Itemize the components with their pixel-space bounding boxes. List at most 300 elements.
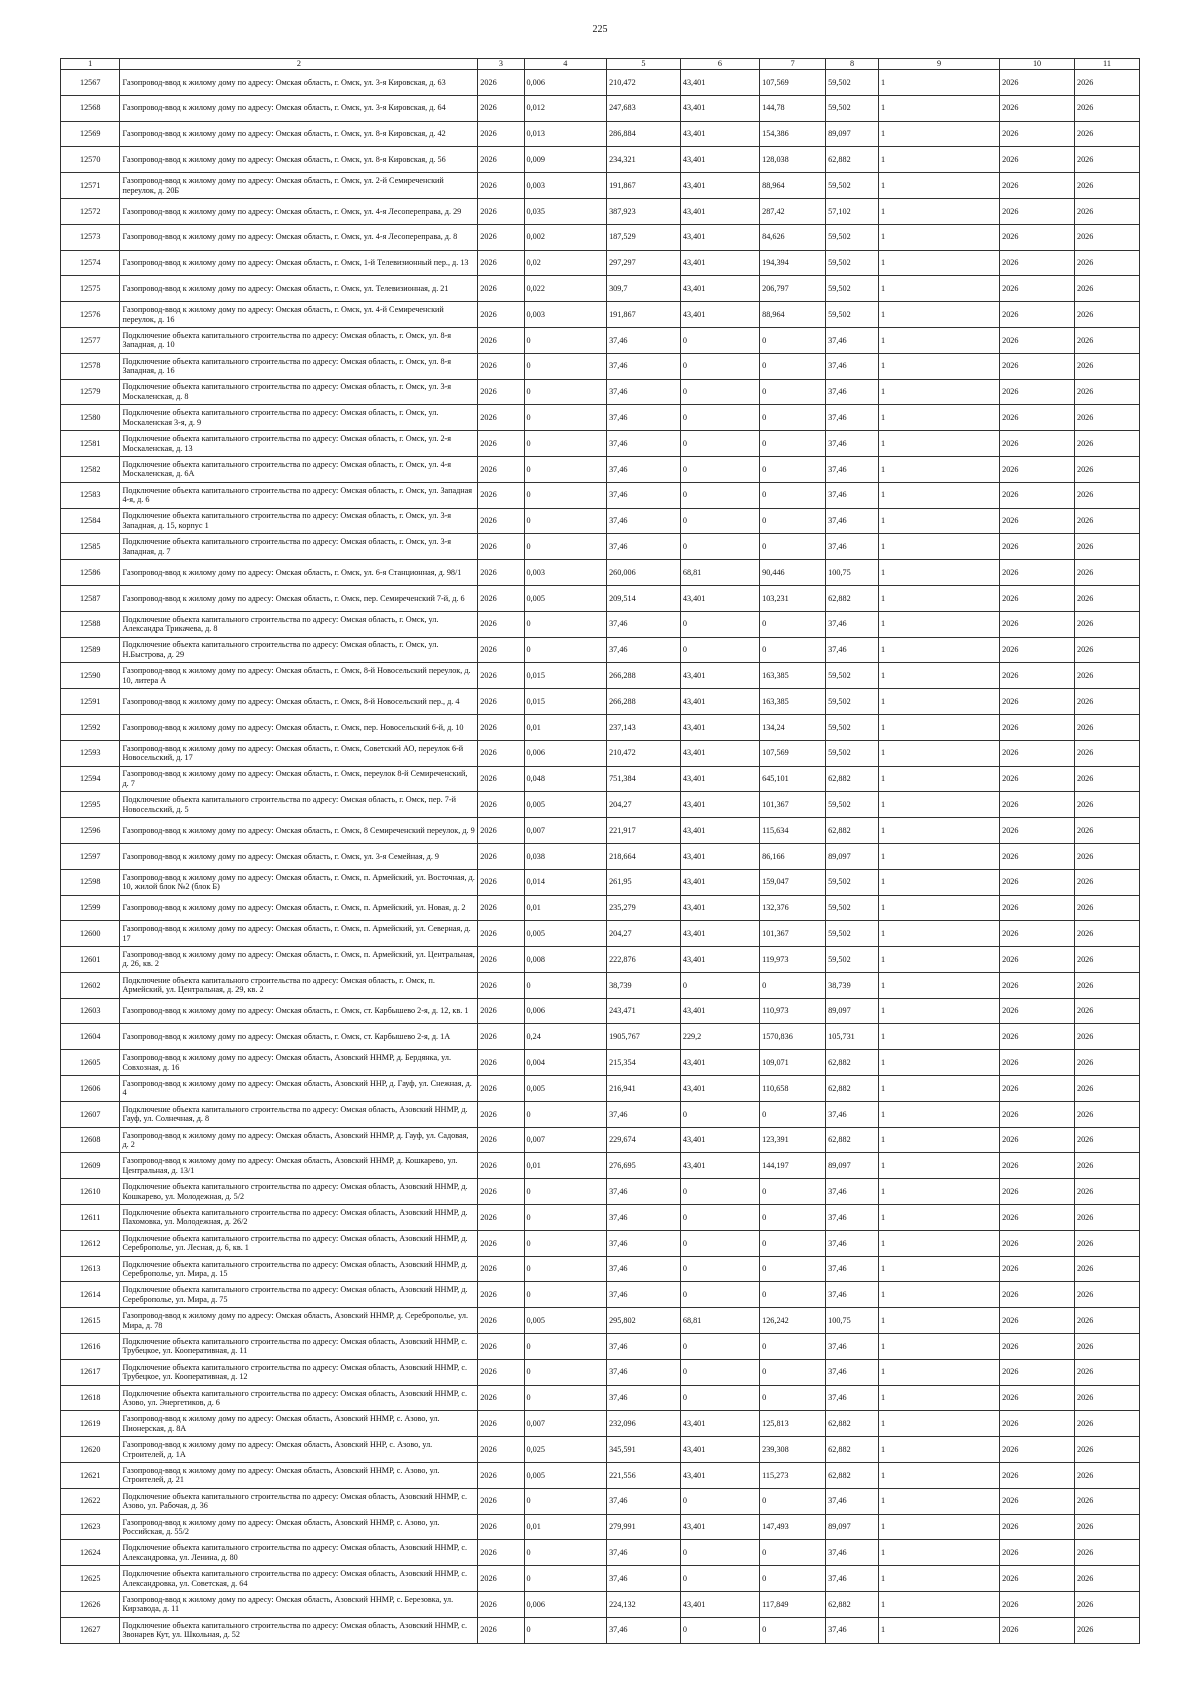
table-cell-col-1: 12570 [61,147,120,173]
table-cell-col-11: 2026 [1074,1127,1139,1153]
table-cell-col-7: 110,973 [760,998,826,1024]
table-cell-col-11: 2026 [1074,508,1139,534]
table-cell-col-1: 12571 [61,173,120,199]
table-cell-col-8: 59,502 [826,95,879,121]
data-table [60,58,1140,1644]
table-cell-col-4: 0 [524,1617,607,1643]
table-cell-col-10: 2026 [1000,663,1075,689]
table-cell-col-8: 37,46 [826,1385,879,1411]
table-cell-col-6: 0 [680,1205,759,1231]
table-cell-col-3: 2026 [478,327,524,353]
table-cell-col-11: 2026 [1074,998,1139,1024]
table-cell-col-3: 2026 [478,921,524,947]
table-cell-col-11: 2026 [1074,224,1139,250]
table-cell-col-10: 2026 [1000,534,1075,560]
table-cell-col-8: 62,882 [826,1463,879,1489]
table-cell-col-4: 0,003 [524,173,607,199]
table-cell-col-10: 2026 [1000,1282,1075,1308]
table-cell-col-10: 2026 [1000,1334,1075,1360]
table-cell-col-5: 234,321 [607,147,681,173]
table-cell-col-2: Подключение объекта капитального строительства по адресу: Омская область, Азовский ННМР, с. Александровка, ул. Ленина, д. 80 [120,1540,478,1566]
table-cell-col-7: 0 [760,972,826,998]
table-cell-col-3: 2026 [478,766,524,792]
table-cell-col-10: 2026 [1000,173,1075,199]
table-cell-col-3: 2026 [478,1385,524,1411]
table-cell-col-1: 12577 [61,327,120,353]
table-cell-col-4: 0,005 [524,585,607,611]
table-cell-col-8: 62,882 [826,766,879,792]
table-row [61,173,1140,199]
table-cell-col-9: 1 [879,689,1000,715]
table-cell-col-4: 0,005 [524,792,607,818]
page-number: 225 [592,24,608,35]
table-cell-col-2: Газопровод-ввод к жилому дому по адресу: Омская область, Азовский ННР, с. Азово, ул. Строителей, д. 1А [120,1437,478,1463]
table-cell-col-5: 210,472 [607,740,681,766]
column-header-8: 8 [826,59,879,70]
table-cell-col-8: 59,502 [826,740,879,766]
table-cell-col-3: 2026 [478,792,524,818]
table-cell-col-6: 43,401 [680,276,759,302]
table-row [61,947,1140,973]
table-cell-col-2: Газопровод-ввод к жилому дому по адресу: Омская область, Азовский ННМР, с. Азово, ул. Пионерская, д. 8А [120,1411,478,1437]
table-row [61,1437,1140,1463]
table-cell-col-2: Газопровод-ввод к жилому дому по адресу: Омская область, г. Омск, ул. 3-я Кировская, д. 64 [120,95,478,121]
table-cell-col-11: 2026 [1074,869,1139,895]
table-cell-col-6: 0 [680,1359,759,1385]
table-row [61,379,1140,405]
table-cell-col-8: 59,502 [826,869,879,895]
table-cell-col-7: 0 [760,508,826,534]
table-cell-col-2: Подключение объекта капитального строительства по адресу: Омская область, Азовский ННМР, с. Азово, ул. Энергетиков, д. 6 [120,1385,478,1411]
table-cell-col-11: 2026 [1074,1437,1139,1463]
table-cell-col-9: 1 [879,70,1000,96]
table-cell-col-9: 1 [879,1617,1000,1643]
table-cell-col-1: 12615 [61,1308,120,1334]
table-cell-col-3: 2026 [478,224,524,250]
table-cell-col-2: Газопровод-ввод к жилому дому по адресу: Омская область, г. Омск, ул. 8-я Кировская, д. 56 [120,147,478,173]
table-cell-col-8: 37,46 [826,1540,879,1566]
table-cell-col-2: Газопровод-ввод к жилому дому по адресу: Омская область, Азовский ННМР, д. Сереброполье, ул. Мира, д. 78 [120,1308,478,1334]
table-cell-col-3: 2026 [478,534,524,560]
table-cell-col-2: Газопровод-ввод к жилому дому по адресу: Омская область, г. Омск, 8 Семиреченский переулок, д. 9 [120,818,478,844]
table-row [61,1540,1140,1566]
table-cell-col-2: Газопровод-ввод к жилому дому по адресу: Омская область, Азовский ННР, д. Гауф, ул. Снежная, д. 4 [120,1076,478,1102]
table-cell-col-10: 2026 [1000,1230,1075,1256]
table-cell-col-9: 1 [879,1592,1000,1618]
table-cell-col-2: Подключение объекта капитального строительства по адресу: Омская область, г. Омск, ул. 8-я Западная, д. 10 [120,327,478,353]
table-cell-col-9: 1 [879,1024,1000,1050]
table-cell-col-4: 0,006 [524,1592,607,1618]
table-row [61,637,1140,663]
table-cell-col-7: 132,376 [760,895,826,921]
table-cell-col-6: 43,401 [680,792,759,818]
table-cell-col-7: 159,047 [760,869,826,895]
table-cell-col-9: 1 [879,1334,1000,1360]
table-cell-col-5: 37,46 [607,1205,681,1231]
table-cell-col-6: 0 [680,1488,759,1514]
table-cell-col-2: Газопровод-ввод к жилому дому по адресу: Омская область, г. Омск, ул. 2-й Семиреченский переулок, д. 20Б [120,173,478,199]
table-cell-col-11: 2026 [1074,1411,1139,1437]
table-row [61,1024,1140,1050]
table-cell-col-6: 43,401 [680,740,759,766]
table-cell-col-7: 101,367 [760,792,826,818]
table-cell-col-10: 2026 [1000,611,1075,637]
table-cell-col-3: 2026 [478,95,524,121]
table-cell-col-8: 37,46 [826,482,879,508]
table-cell-col-4: 0 [524,431,607,457]
table-cell-col-5: 37,46 [607,637,681,663]
table-cell-col-10: 2026 [1000,585,1075,611]
table-cell-col-3: 2026 [478,689,524,715]
table-cell-col-8: 59,502 [826,276,879,302]
table-cell-col-2: Газопровод-ввод к жилому дому по адресу: Омская область, Азовский ННМР, с. Азово, ул. Строителей, д. 21 [120,1463,478,1489]
table-cell-col-5: 37,46 [607,405,681,431]
table-cell-col-5: 286,884 [607,121,681,147]
table-row [61,1592,1140,1618]
table-row [61,224,1140,250]
table-cell-col-8: 59,502 [826,173,879,199]
table-row [61,508,1140,534]
table-cell-col-8: 37,46 [826,1101,879,1127]
table-row [61,353,1140,379]
table-body [61,70,1140,1644]
table-cell-col-8: 59,502 [826,224,879,250]
table-cell-col-1: 12602 [61,972,120,998]
table-row [61,792,1140,818]
table-cell-col-6: 0 [680,1566,759,1592]
table-cell-col-4: 0,24 [524,1024,607,1050]
table-cell-col-1: 12567 [61,70,120,96]
table-cell-col-3: 2026 [478,353,524,379]
table-cell-col-10: 2026 [1000,869,1075,895]
table-cell-col-4: 0 [524,1334,607,1360]
table-cell-col-3: 2026 [478,456,524,482]
table-cell-col-10: 2026 [1000,482,1075,508]
table-cell-col-7: 163,385 [760,663,826,689]
table-cell-col-3: 2026 [478,1592,524,1618]
table-cell-col-10: 2026 [1000,250,1075,276]
table-row [61,1256,1140,1282]
table-cell-col-5: 209,514 [607,585,681,611]
table-cell-col-4: 0,006 [524,998,607,1024]
table-cell-col-5: 37,46 [607,1566,681,1592]
table-cell-col-1: 12624 [61,1540,120,1566]
table-row [61,560,1140,586]
table-cell-col-9: 1 [879,1411,1000,1437]
table-cell-col-6: 43,401 [680,121,759,147]
table-cell-col-8: 59,502 [826,70,879,96]
table-cell-col-11: 2026 [1074,972,1139,998]
table-cell-col-10: 2026 [1000,1256,1075,1282]
table-cell-col-6: 0 [680,1101,759,1127]
table-cell-col-3: 2026 [478,972,524,998]
table-cell-col-9: 1 [879,1205,1000,1231]
table-cell-col-2: Газопровод-ввод к жилому дому по адресу: Омская область, г. Омск, п. Армейский, ул. Восточная, д. 10, жилой блок №2 (блок Б) [120,869,478,895]
table-cell-col-10: 2026 [1000,560,1075,586]
table-cell-col-9: 1 [879,998,1000,1024]
table-cell-col-8: 37,46 [826,405,879,431]
table-cell-col-9: 1 [879,740,1000,766]
table-cell-col-11: 2026 [1074,1050,1139,1076]
table-cell-col-10: 2026 [1000,276,1075,302]
table-cell-col-11: 2026 [1074,250,1139,276]
table-cell-col-11: 2026 [1074,947,1139,973]
table-cell-col-7: 0 [760,1385,826,1411]
table-cell-col-2: Газопровод-ввод к жилому дому по адресу: Омская область, г. Омск, 8-й Новосельский пер., д. 4 [120,689,478,715]
table-cell-col-8: 37,46 [826,456,879,482]
table-cell-col-3: 2026 [478,70,524,96]
table-row [61,1359,1140,1385]
table-cell-col-1: 12603 [61,998,120,1024]
table-row [61,147,1140,173]
table-row [61,714,1140,740]
table-row [61,766,1140,792]
table-cell-col-1: 12610 [61,1179,120,1205]
table-cell-col-5: 210,472 [607,70,681,96]
table-cell-col-8: 62,882 [826,1127,879,1153]
table-cell-col-3: 2026 [478,1308,524,1334]
table-cell-col-11: 2026 [1074,1514,1139,1540]
table-cell-col-4: 0,048 [524,766,607,792]
table-cell-col-5: 38,739 [607,972,681,998]
table-cell-col-10: 2026 [1000,792,1075,818]
table-cell-col-9: 1 [879,302,1000,328]
table-cell-col-8: 37,46 [826,1334,879,1360]
column-header-11: 11 [1074,59,1139,70]
table-cell-col-2: Подключение объекта капитального строительства по адресу: Омская область, Азовский ННМР, д. Сереброполье, ул. Мира, д. 15 [120,1256,478,1282]
table-cell-col-2: Газопровод-ввод к жилому дому по адресу: Омская область, г. Омск, ул. 3-я Семейная, д. 9 [120,843,478,869]
table-cell-col-7: 103,231 [760,585,826,611]
table-cell-col-3: 2026 [478,637,524,663]
table-cell-col-4: 0,025 [524,1437,607,1463]
table-row [61,843,1140,869]
table-cell-col-7: 645,101 [760,766,826,792]
table-cell-col-1: 12619 [61,1411,120,1437]
table-cell-col-2: Подключение объекта капитального строительства по адресу: Омская область, г. Омск, ул. 2-я Москаленская, д. 13 [120,431,478,457]
table-cell-col-4: 0,005 [524,1076,607,1102]
table-cell-col-2: Газопровод-ввод к жилому дому по адресу: Омская область, г. Омск, ул. 8-я Кировская, д. 42 [120,121,478,147]
table-cell-col-6: 0 [680,1230,759,1256]
table-cell-col-7: 88,964 [760,173,826,199]
table-cell-col-6: 0 [680,353,759,379]
table-cell-col-5: 266,288 [607,663,681,689]
table-cell-col-1: 12623 [61,1514,120,1540]
table-cell-col-3: 2026 [478,1024,524,1050]
table-cell-col-11: 2026 [1074,431,1139,457]
table-cell-col-1: 12578 [61,353,120,379]
table-cell-col-3: 2026 [478,173,524,199]
table-cell-col-8: 62,882 [826,585,879,611]
table-cell-col-1: 12604 [61,1024,120,1050]
table-cell-col-9: 1 [879,1308,1000,1334]
table-cell-col-4: 0 [524,972,607,998]
table-cell-col-11: 2026 [1074,818,1139,844]
table-cell-col-8: 37,46 [826,1617,879,1643]
table-cell-col-11: 2026 [1074,276,1139,302]
table-row [61,663,1140,689]
table-cell-col-7: 125,813 [760,1411,826,1437]
table-cell-col-3: 2026 [478,714,524,740]
table-cell-col-9: 1 [879,508,1000,534]
table-cell-col-5: 37,46 [607,456,681,482]
table-cell-col-10: 2026 [1000,1437,1075,1463]
table-cell-col-9: 1 [879,663,1000,689]
table-row [61,1179,1140,1205]
table-cell-col-6: 0 [680,508,759,534]
table-row [61,1617,1140,1643]
table-cell-col-6: 43,401 [680,585,759,611]
table-cell-col-11: 2026 [1074,1205,1139,1231]
table-cell-col-3: 2026 [478,1488,524,1514]
table-cell-col-6: 43,401 [680,198,759,224]
table-cell-col-6: 43,401 [680,1411,759,1437]
table-cell-col-9: 1 [879,560,1000,586]
table-cell-col-2: Газопровод-ввод к жилому дому по адресу: Омская область, Азовский ННМР, с. Азово, ул. Российская, д. 55/2 [120,1514,478,1540]
table-cell-col-2: Подключение объекта капитального строительства по адресу: Омская область, г. Омск, ул. Западная 4-я, д. 6 [120,482,478,508]
table-cell-col-9: 1 [879,121,1000,147]
table-cell-col-8: 59,502 [826,663,879,689]
table-cell-col-2: Подключение объекта капитального строительства по адресу: Омская область, Азовский ННМР, с. Александровка, ул. Советская, д. 64 [120,1566,478,1592]
table-row [61,1566,1140,1592]
table-cell-col-1: 12580 [61,405,120,431]
table-cell-col-2: Подключение объекта капитального строительства по адресу: Омская область, г. Омск, ул. Александра Трикачева, д. 8 [120,611,478,637]
table-cell-col-10: 2026 [1000,95,1075,121]
table-cell-col-8: 37,46 [826,611,879,637]
table-cell-col-2: Подключение объекта капитального строительства по адресу: Омская область, Азовский ННМР, д. Сереброполье, ул. Мира, д. 75 [120,1282,478,1308]
table-cell-col-4: 0,003 [524,302,607,328]
table-cell-col-9: 1 [879,1463,1000,1489]
table-cell-col-6: 43,401 [680,224,759,250]
table-cell-col-5: 266,288 [607,689,681,715]
table-cell-col-7: 107,569 [760,70,826,96]
table-cell-col-11: 2026 [1074,611,1139,637]
table-cell-col-6: 43,401 [680,1437,759,1463]
table-cell-col-8: 59,502 [826,947,879,973]
table-cell-col-8: 37,46 [826,327,879,353]
table-cell-col-2: Подключение объекта капитального строительства по адресу: Омская область, Азовский ННМР, д. Сереброполье, ул. Лесная, д. 6, кв. 1 [120,1230,478,1256]
table-cell-col-8: 37,46 [826,1230,879,1256]
table-cell-col-3: 2026 [478,1437,524,1463]
table-cell-col-6: 43,401 [680,173,759,199]
table-cell-col-6: 0 [680,637,759,663]
table-cell-col-5: 215,354 [607,1050,681,1076]
table-cell-col-4: 0,01 [524,1514,607,1540]
table-cell-col-7: 0 [760,1179,826,1205]
table-cell-col-10: 2026 [1000,1566,1075,1592]
table-cell-col-4: 0 [524,1230,607,1256]
table-cell-col-7: 115,634 [760,818,826,844]
table-cell-col-3: 2026 [478,1256,524,1282]
table-cell-col-9: 1 [879,792,1000,818]
table-cell-col-2: Газопровод-ввод к жилому дому по адресу: Омская область, г. Омск, ул. 4-й Семиреченский переулок, д. 16 [120,302,478,328]
table-cell-col-8: 37,46 [826,1256,879,1282]
table-cell-col-4: 0 [524,405,607,431]
header-row [61,59,1140,70]
table-cell-col-9: 1 [879,818,1000,844]
table-row [61,70,1140,96]
table-cell-col-11: 2026 [1074,1101,1139,1127]
table-cell-col-4: 0,01 [524,895,607,921]
table-cell-col-7: 128,038 [760,147,826,173]
table-cell-col-11: 2026 [1074,95,1139,121]
table-cell-col-9: 1 [879,1127,1000,1153]
table-cell-col-10: 2026 [1000,818,1075,844]
table-cell-col-1: 12601 [61,947,120,973]
table-cell-col-3: 2026 [478,663,524,689]
table-cell-col-4: 0 [524,1256,607,1282]
table-cell-col-6: 0 [680,482,759,508]
table-cell-col-11: 2026 [1074,198,1139,224]
table-cell-col-2: Газопровод-ввод к жилому дому по адресу: Омская область, г. Омск, ул. 3-я Кировская, д. 63 [120,70,478,96]
table-cell-col-11: 2026 [1074,1540,1139,1566]
column-header-1: 1 [61,59,120,70]
table-cell-col-9: 1 [879,95,1000,121]
table-row [61,302,1140,328]
table-cell-col-5: 243,471 [607,998,681,1024]
table-cell-col-10: 2026 [1000,1592,1075,1618]
table-cell-col-3: 2026 [478,1076,524,1102]
table-cell-col-3: 2026 [478,405,524,431]
table-cell-col-11: 2026 [1074,1463,1139,1489]
table-cell-col-6: 43,401 [680,147,759,173]
table-cell-col-6: 0 [680,1334,759,1360]
table-cell-col-5: 37,46 [607,1617,681,1643]
table-cell-col-1: 12625 [61,1566,120,1592]
table-cell-col-10: 2026 [1000,1385,1075,1411]
table-cell-col-7: 154,386 [760,121,826,147]
table-cell-col-4: 0 [524,1488,607,1514]
table-cell-col-1: 12618 [61,1385,120,1411]
table-cell-col-7: 115,273 [760,1463,826,1489]
table-cell-col-5: 37,46 [607,327,681,353]
table-cell-col-7: 0 [760,534,826,560]
table-cell-col-8: 37,46 [826,379,879,405]
table-cell-col-1: 12590 [61,663,120,689]
table-cell-col-1: 12573 [61,224,120,250]
table-cell-col-9: 1 [879,972,1000,998]
table-cell-col-11: 2026 [1074,663,1139,689]
table-cell-col-7: 110,658 [760,1076,826,1102]
table-cell-col-11: 2026 [1074,1488,1139,1514]
table-cell-col-3: 2026 [478,147,524,173]
table-cell-col-7: 147,493 [760,1514,826,1540]
table-cell-col-5: 191,867 [607,173,681,199]
table-cell-col-2: Подключение объекта капитального строительства по адресу: Омская область, г. Омск, ул. Москаленская 3-я, д. 9 [120,405,478,431]
table-cell-col-3: 2026 [478,1334,524,1360]
table-row [61,1230,1140,1256]
table-cell-col-3: 2026 [478,843,524,869]
table-cell-col-2: Газопровод-ввод к жилому дому по адресу: Омская область, Азовский ННМР, д. Кошкарево, ул. Центральная, д. 13/1 [120,1153,478,1179]
table-cell-col-10: 2026 [1000,121,1075,147]
table-cell-col-1: 12621 [61,1463,120,1489]
table-cell-col-6: 68,81 [680,1308,759,1334]
table-cell-col-1: 12575 [61,276,120,302]
table-row [61,1411,1140,1437]
table-cell-col-10: 2026 [1000,1179,1075,1205]
table-cell-col-1: 12591 [61,689,120,715]
table-row [61,1488,1140,1514]
table-cell-col-7: 0 [760,1540,826,1566]
table-cell-col-2: Подключение объекта капитального строительства по адресу: Омская область, г. Омск, ул. 3-я Москаленская, д. 8 [120,379,478,405]
table-cell-col-7: 109,071 [760,1050,826,1076]
table-cell-col-1: 12598 [61,869,120,895]
table-cell-col-8: 89,097 [826,843,879,869]
table-cell-col-4: 0,006 [524,70,607,96]
table-cell-col-10: 2026 [1000,327,1075,353]
table-cell-col-1: 12609 [61,1153,120,1179]
table-cell-col-5: 235,279 [607,895,681,921]
table-cell-col-6: 43,401 [680,689,759,715]
